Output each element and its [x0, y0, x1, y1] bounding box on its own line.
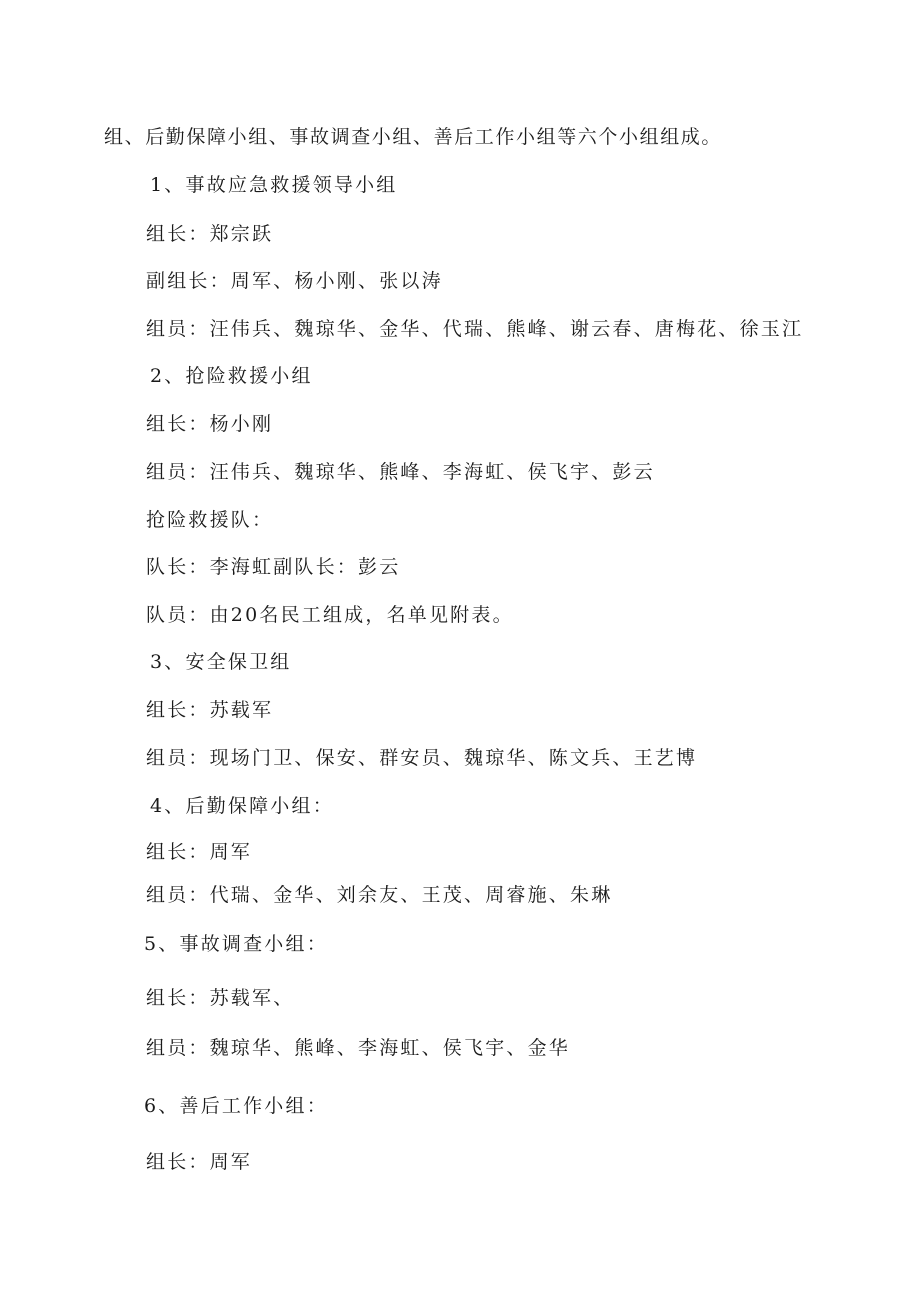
section-1-members: 组员：汪伟兵、魏琼华、金华、代瑞、熊峰、谢云春、唐梅花、徐玉江	[146, 318, 804, 340]
section-heading-5: 5、事故调查小组：	[144, 933, 328, 955]
section-1-leader: 组长：郑宗跃	[146, 223, 274, 245]
section-3-members: 组员：现场门卫、保安、群安员、魏琼华、陈文兵、王艺博	[146, 747, 698, 769]
section-heading-4: 4、后勤保障小组：	[150, 795, 334, 817]
section-6-leader: 组长：周军	[146, 1151, 253, 1173]
section-1-deputy: 副组长：周军、杨小刚、张以涛	[146, 270, 443, 292]
section-3-leader: 组长：苏载军	[146, 699, 274, 721]
section-2-team-leaders: 队长：李海虹副队长：彭云	[146, 556, 401, 578]
section-4-leader: 组长：周军	[146, 841, 253, 863]
section-5-members: 组员：魏琼华、熊峰、李海虹、侯飞宇、金华	[146, 1037, 571, 1059]
section-2-team-title: 抢险救援队：	[146, 509, 274, 531]
section-heading-6: 6、善后工作小组：	[144, 1095, 328, 1117]
section-5-leader: 组长：苏载军、	[146, 987, 295, 1009]
section-heading-2: 2、抢险救援小组	[150, 365, 313, 387]
section-2-team-members: 队员：由20名民工组成，名单见附表。	[146, 604, 514, 626]
intro-paragraph: 组、后勤保障小组、事故调查小组、善后工作小组等六个小组组成。	[104, 126, 723, 148]
section-heading-3: 3、安全保卫组	[150, 651, 292, 673]
section-2-leader: 组长：杨小刚	[146, 413, 274, 435]
section-4-members: 组员：代瑞、金华、刘余友、王茂、周睿施、朱琳	[146, 884, 613, 906]
section-heading-1: 1、事故应急救援领导小组	[150, 174, 398, 196]
section-2-members: 组员：汪伟兵、魏琼华、熊峰、李海虹、侯飞宇、彭云	[146, 461, 655, 483]
